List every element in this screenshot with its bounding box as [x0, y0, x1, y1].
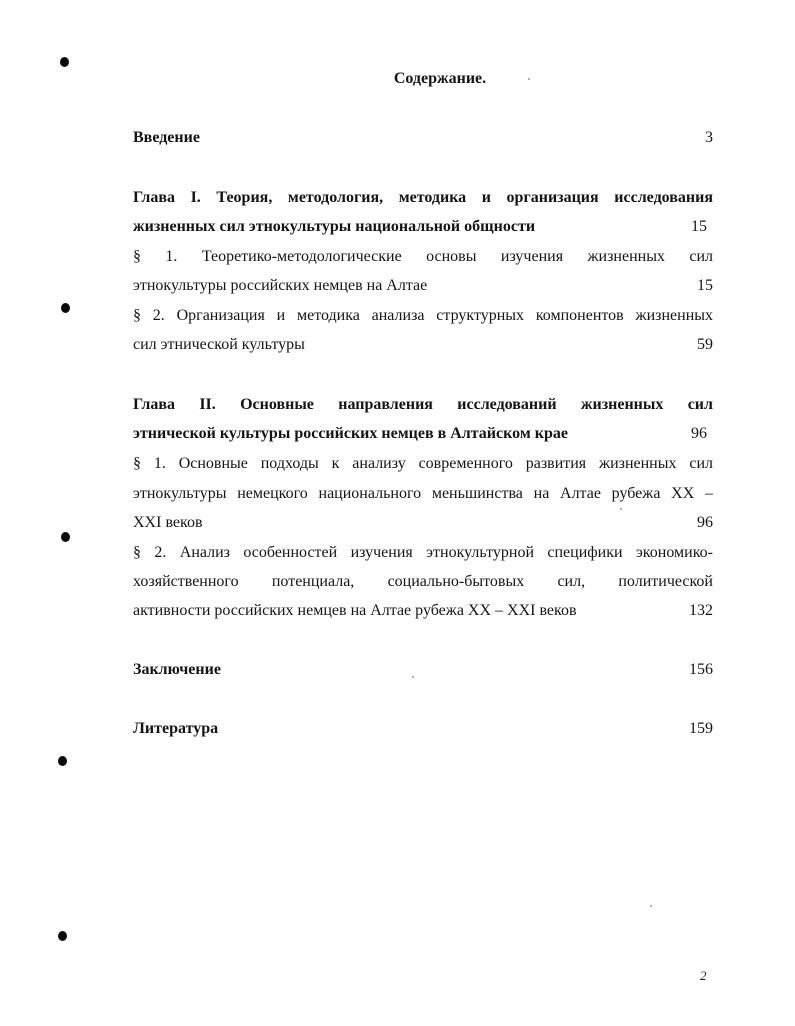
- chapter1-section2-line2: сил этнической культуры: [133, 336, 305, 353]
- chapter1-section1-page: 15: [697, 277, 713, 294]
- literature-label: Литература: [133, 720, 219, 737]
- scan-speck: [650, 905, 652, 907]
- chapter1-section2-line1: § 2. Организация и методика анализа структурных компонентов жизненных: [133, 307, 713, 324]
- introduction-page: 3: [705, 129, 713, 146]
- conclusion-page: 156: [689, 661, 713, 678]
- binder-hole: [58, 931, 67, 941]
- toc-entry-chapter1-section1: [133, 276, 713, 296]
- toc-entry-chapter2-section2: [133, 601, 713, 621]
- binder-hole: [61, 303, 70, 313]
- chapter2-section1-line1: § 1. Основные подходы к анализу современного развития жизненных сил: [133, 455, 713, 472]
- binder-hole: [58, 756, 67, 766]
- chapter2-page: 96: [691, 425, 707, 442]
- chapter1-section1-line2: этнокультуры российских немцев на Алтае: [133, 277, 428, 294]
- toc-entry-literature: [133, 719, 713, 739]
- chapter1-section1-line1: § 1. Теоретико-методологические основы изучения жизненных сил: [133, 248, 713, 265]
- toc-entry-chapter1-section2: [133, 335, 713, 355]
- chapter2-section1-line2: этнокультуры немецкого национального меньшинства на Алтае рубежа XX –: [133, 485, 713, 502]
- chapter1-heading-line2: жизненных сил этнокультуры национальной общности: [133, 218, 536, 235]
- toc-entry-introduction: [133, 128, 713, 148]
- chapter2-heading-line2: этнической культуры российских немцев в Алтайском крае: [133, 425, 568, 442]
- chapter2-section2-page: 132: [689, 602, 713, 619]
- chapter2-section1-page: 96: [697, 514, 713, 531]
- chapter1-heading-line1: Глава I. Теория, методология, методика и организация исследования: [133, 189, 713, 206]
- toc-entry-chapter1: [133, 217, 713, 237]
- toc-title: Содержание.: [393, 70, 487, 87]
- scan-speck: [620, 508, 622, 510]
- literature-page: 159: [689, 720, 713, 737]
- chapter2-section2-line2: хозяйственного потенциала, социально-бытовых сил, политической: [133, 573, 713, 590]
- toc-entry-conclusion: [133, 660, 713, 680]
- page-number: 2: [700, 968, 707, 983]
- conclusion-label: Заключение: [133, 661, 221, 678]
- chapter2-section2-line3: активности российских немцев на Алтае рубежа XX – XXI веков: [133, 602, 577, 619]
- chapter2-section2-line1: § 2. Анализ особенностей изучения этнокультурной специфики экономико-: [133, 544, 713, 561]
- chapter1-page: 15: [691, 218, 707, 235]
- chapter2-heading-line1: Глава II. Основные направления исследований жизненных сил: [133, 396, 713, 413]
- binder-hole: [61, 532, 70, 542]
- toc-entry-chapter2-section1: [133, 513, 713, 533]
- chapter2-section1-line3: XXI веков: [133, 514, 203, 531]
- toc-entry-chapter2: [133, 424, 713, 444]
- introduction-label: Введение: [133, 129, 200, 146]
- chapter1-section2-page: 59: [697, 336, 713, 353]
- binder-hole: [60, 57, 69, 67]
